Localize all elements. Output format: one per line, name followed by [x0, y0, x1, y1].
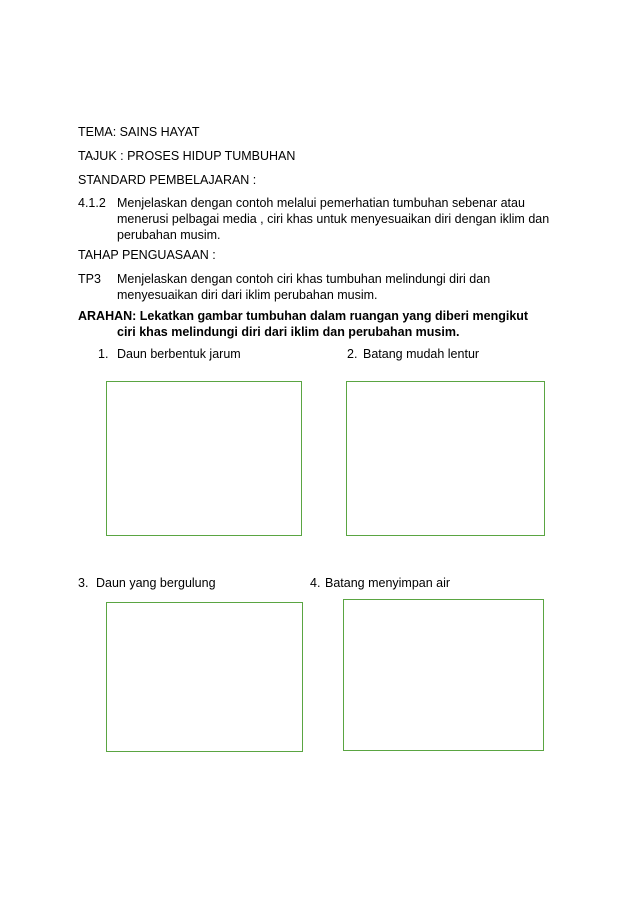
- tahap-code: TP3: [78, 272, 101, 286]
- arahan-line-2: ciri khas melindungi diri dari iklim dan perubahan musim.: [117, 325, 460, 339]
- standard-line-2: menerusi pelbagai media , ciri khas untuk menyesuaikan diri dengan iklim dan: [117, 212, 550, 226]
- item-2-label: Batang mudah lentur: [363, 347, 480, 361]
- item-3-label: Daun yang bergulung: [96, 576, 216, 590]
- item-3-number: 3.: [78, 576, 89, 590]
- standard-heading: STANDARD PEMBELAJARAN :: [78, 173, 257, 187]
- arahan-line-1: ARAHAN: Lekatkan gambar tumbuhan dalam ruangan yang diberi mengikut: [78, 309, 529, 323]
- item-1-label: Daun berbentuk jarum: [117, 347, 241, 361]
- item-4-label: Batang menyimpan air: [325, 576, 451, 590]
- standard-line-3: perubahan musim.: [117, 228, 221, 242]
- item-1-number: 1.: [98, 347, 109, 361]
- standard-code: 4.1.2: [78, 196, 106, 210]
- tajuk-heading: TAJUK : PROSES HIDUP TUMBUHAN: [78, 149, 296, 163]
- picture-box-3[interactable]: [106, 602, 303, 752]
- tahap-heading: TAHAP PENGUASAAN :: [78, 248, 216, 262]
- picture-box-4[interactable]: [343, 599, 544, 751]
- standard-line-1: Menjelaskan dengan contoh melalui pemerhatian tumbuhan sebenar atau: [117, 196, 525, 210]
- tahap-line-1: Menjelaskan dengan contoh ciri khas tumbuhan melindungi diri dan: [117, 272, 491, 286]
- tahap-line-2: menyesuaikan diri dari iklim perubahan musim.: [117, 288, 378, 302]
- item-2-number: 2.: [347, 347, 358, 361]
- tema-heading: TEMA: SAINS HAYAT: [78, 125, 200, 139]
- picture-box-1[interactable]: [106, 381, 302, 536]
- picture-box-2[interactable]: [346, 381, 545, 536]
- item-4-number: 4.: [310, 576, 321, 590]
